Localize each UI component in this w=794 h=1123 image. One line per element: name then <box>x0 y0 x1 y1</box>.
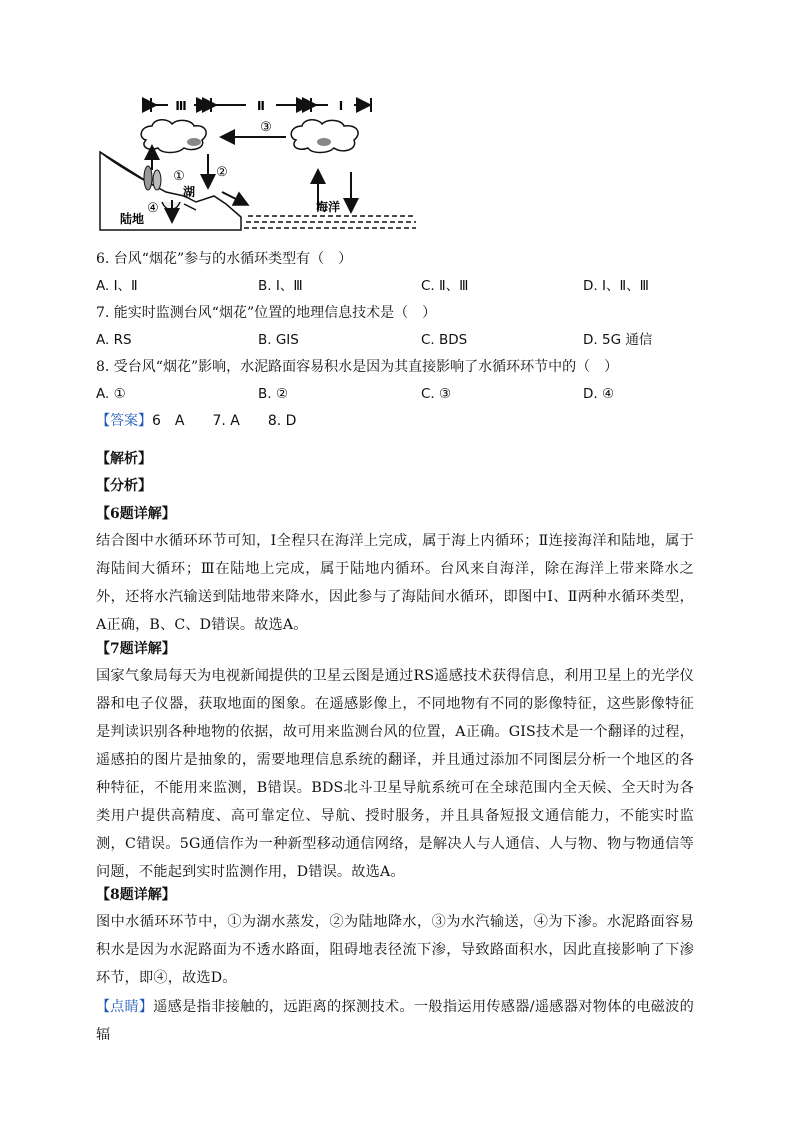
answer-line <box>96 411 296 431</box>
section-label-ii: Ⅱ <box>257 99 265 113</box>
process-label-1: ① <box>173 169 185 184</box>
lake-label: 湖 <box>182 185 196 199</box>
q8-option-d: D. ④ <box>583 386 615 402</box>
q6-detail-text: 结合图中水循环环节可知，Ⅰ全程只在海洋上完成，属于海上内循环；Ⅱ连接海洋和陆地，属于海陆间大循环；Ⅲ在陆地上完成，属于陆地内循环。台风来自海洋，除在海洋上带来降水之外，还将水汽输送到陆地带来降水，因此参与了海陆间水循环，即图中Ⅰ、Ⅱ两种水循环类型，A正确，B、C、D错误。故选A。 <box>96 533 694 633</box>
question-7-stem: 7. 能实时监测台风“烟花”位置的地理信息技术是（ ） <box>96 305 437 321</box>
answer-text: 6 A 7. A 8. D <box>152 413 297 429</box>
section-label-iii: Ⅲ <box>175 99 187 113</box>
ocean-label: 海洋 <box>316 200 341 214</box>
cloud-ocean-icon <box>291 120 358 153</box>
q6-option-c: C. Ⅱ、Ⅲ <box>421 278 469 294</box>
process-label-4: ④ <box>147 201 159 216</box>
water-cycle-diagram <box>96 92 416 232</box>
q8-detail-text: 图中水循环环节中，①为湖水蒸发，②为陆地降水，③为水汽输送，④为下渗。水泥路面容易积水是因为水泥路面为不透水路面，阻碍地表径流下渗，导致路面积水，因此直接影响了下渗环节，即④，故选D。 <box>96 914 694 986</box>
q8-option-c: C. ③ <box>421 386 452 402</box>
question-8-stem: 8. 受台风“烟花”影响，水泥路面容易积水是因为其直接影响了水循环环节中的（ ） <box>96 359 619 375</box>
tip-label: 【点睛】 <box>96 999 154 1015</box>
section-label-i: Ⅰ <box>338 99 344 113</box>
q7-option-a: A. RS <box>96 332 132 348</box>
process-label-3: ③ <box>260 120 272 135</box>
answer-label: 【答案】 <box>96 413 152 429</box>
tip-text: 遥感是指非接触的，远距离的探测技术。一般指运用传感器/遥感器对物体的电磁波的辐 <box>96 999 694 1043</box>
q6-option-b: B. Ⅰ、Ⅲ <box>258 278 303 294</box>
q7-option-d: D. 5G 通信 <box>583 332 653 348</box>
jiexi-heading: 【解析】 <box>96 451 152 467</box>
question-6-stem: 6. 台风“烟花”参与的水循环类型有（ ） <box>96 251 353 267</box>
cloud-land-icon <box>141 120 206 153</box>
q8-option-a: A. ① <box>96 386 126 402</box>
q6-option-a: A. Ⅰ、Ⅱ <box>96 278 138 294</box>
land-label: 陆地 <box>120 212 145 226</box>
q6-detail-heading: 【6题详解】 <box>96 506 176 522</box>
q7-option-c: C. BDS <box>421 332 468 348</box>
q8-detail-heading: 【8题详解】 <box>96 887 176 903</box>
process-label-2: ② <box>216 165 228 180</box>
q7-detail-heading: 【7题详解】 <box>96 641 176 657</box>
q7-option-b: B. GIS <box>258 332 299 348</box>
tip-paragraph <box>96 993 694 1043</box>
fenxi-heading: 【分析】 <box>96 478 152 494</box>
q8-option-b: B. ② <box>258 386 288 402</box>
q7-detail-text: 国家气象局每天为电视新闻提供的卫星云图是通过RS遥感技术获得信息，利用卫星上的光学仪器和电子仪器，获取地面的图象。在遥感影像上，不同地物有不同的影像特征，这些影像特征是判读识别各种地物的依据，故可用来监测台风的位置，A正确。GIS技术是一个翻译的过程，遥感拍的图片是抽象的，需要地理信息系统的翻译，并且通过添加不同图层分析一个地区的各种特征，不能用来监测，B错误。BDS北斗卫星导航系统可在全球范围内全天候、全天时为各类用户提供高精度、高可靠定位、导航、授时服务，并且具备短报文通信能力，不能实时监测，C错误。5G通信作为一种新型移动通信网络，是解决人与人通信、人与物、物与物通信等问题，不能起到实时监测作用，D错误。故选A。 <box>96 668 694 880</box>
q6-option-d: D. Ⅰ、Ⅱ、Ⅲ <box>583 278 649 294</box>
